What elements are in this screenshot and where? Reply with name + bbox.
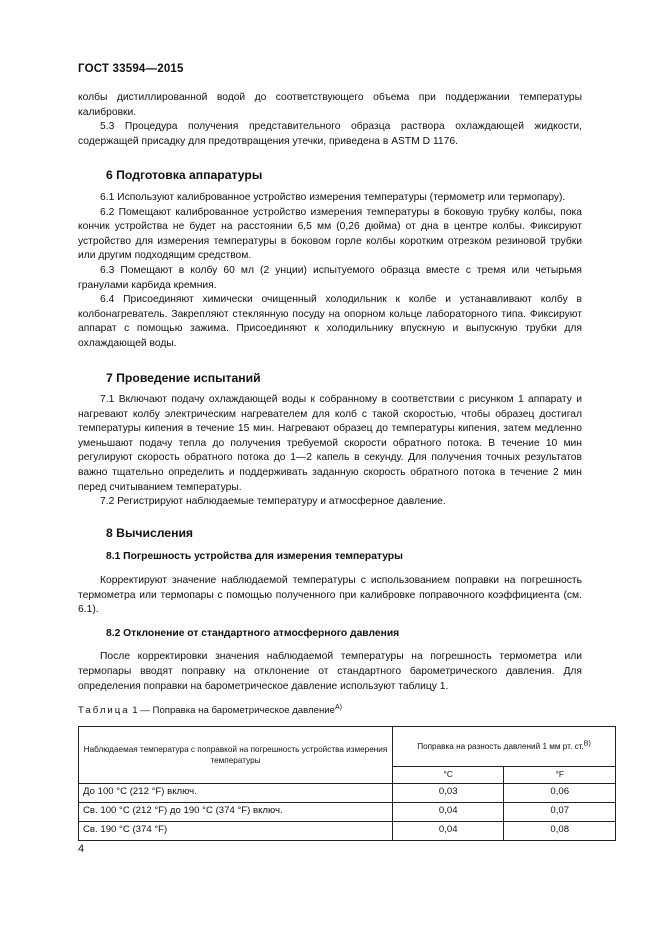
section-7-heading: 7 Проведение испытаний — [106, 370, 261, 385]
correction-header-footnote: B) — [583, 740, 591, 748]
value-celsius: 0,04 — [393, 802, 504, 821]
table-caption-text: 1 — Поправка на барометрическое давление — [129, 705, 335, 717]
correction-header-text: Поправка на разность давлений 1 мм рт. ст. — [417, 741, 584, 751]
paragraph-6-1: 6.1 Используют калиброванное устройство измерения температуры (термометр или термопару). — [100, 191, 566, 203]
section-8-2-heading: 8.2 Отклонение от стандартного атмосферного давления — [106, 627, 400, 639]
paragraph-7-1: 7.1 Включают подачу охлаждающей воды к собранному в соответствии с рисунком 1 аппарату и нагревают колбу электрическим нагревателем для колб с такой скоростью, чтобы образец достигал температуры кипения в течение 15 мин. Нагревают образец до температуры кипения, затем медленно уменьшают подачу тепла до получения требуемой скорости обратного потока. В течение 10 мин регулируют скорость обратного потока до 1—2 капель в секунду. Для получения точных результатов важно тщательно определить и поддерживать заданную скорость обратного потока в течение 2 мин перед считыванием температуры. — [78, 394, 582, 493]
unit-celsius: °С — [393, 766, 504, 783]
column-header-temperature: Наблюдаемая температура с поправкой на погрешность устройства измерения температуры — [79, 726, 393, 783]
table-row — [79, 783, 616, 802]
paragraph-6-4: 6.4 Присоединяют химически очищенный холодильник к колбе и устанавливают колбу в колбонагреватель. Закрепляют стеклянную посуду на опорном кольце лабораторного типа. Фиксируют аппарат с помощью зажима. Присоединяют к холодильнику впускную и выпускную трубки для охлаждающей воды. — [78, 294, 582, 349]
paragraph-6-3: 6.3 Помещают в колбу 60 мл (2 унции) испытуемого образца вместе с тремя или четырьмя гранулами карбида кремния. — [78, 264, 582, 291]
table-caption — [78, 704, 582, 719]
document-body — [78, 91, 591, 841]
row-label: Св. 190 °С (374 °F) — [79, 821, 393, 840]
section-8-1-heading: 8.1 Погрешность устройства для измерения температуры — [106, 551, 403, 563]
paragraph-7-2: 7.2 Регистрируют наблюдаемые температуру и атмосферное давление. — [100, 496, 446, 508]
barometric-correction-table — [78, 726, 616, 841]
value-fahrenheit: 0,06 — [504, 783, 616, 802]
value-celsius: 0,03 — [393, 783, 504, 802]
paragraph-6-2: 6.2 Помещают калиброванное устройство измерения температуры в боковую трубку колбы, пока кончик устройства не будет на расстоянии 6,5 мм (0,26 дюйма) от дна в центре колбы. Фиксируют устройство для измерения температуры в боковом горле колбы коротким отрезком резиновой трубки или другим подходящим средством. — [78, 206, 582, 262]
column-header-correction — [393, 726, 616, 766]
page-number: 4 — [78, 843, 85, 855]
value-fahrenheit: 0,08 — [504, 821, 616, 840]
table-row — [79, 821, 616, 840]
row-label: До 100 °С (212 °F) включ. — [79, 783, 393, 802]
row-label: Св. 100 °С (212 °F) до 190 °С (374 °F) включ. — [79, 802, 393, 821]
table-row — [79, 802, 616, 821]
document-code: ГОСТ 33594—2015 — [78, 63, 184, 75]
section-8-heading: 8 Вычисления — [106, 525, 194, 540]
table-caption-footnote: A) — [334, 704, 342, 711]
value-fahrenheit: 0,07 — [504, 802, 616, 821]
table-caption-word: Таблица — [78, 705, 130, 717]
unit-fahrenheit: °F — [504, 766, 616, 783]
section-6-heading: 6 Подготовка аппаратуры — [106, 168, 263, 183]
paragraph-5-3: 5.3 Процедура получения представительного образца раствора охлаждающей жидкости, содержащей присадку для предотвращения утечки, приведена в ASTM D 1176. — [78, 121, 582, 147]
value-celsius: 0,04 — [393, 821, 504, 840]
paragraph-8-2: После корректировки значения наблюдаемой температуры на погрешность термометра или термопары вводят поправку на отклонение от стандартного барометрического давления. Для определения поправки на барометрическое давление используют таблицу 1. — [78, 651, 582, 692]
paragraph-continuation: колбы дистиллированной водой до соответствующего объема при поддержании температуры калибровки. — [78, 92, 582, 118]
paragraph-8-1: Корректируют значение наблюдаемой температуры с использованием поправки на погрешность термометра или термопары с помощью полученного при калибровке поправочного коэффициента (см. 6.1). — [78, 575, 582, 616]
